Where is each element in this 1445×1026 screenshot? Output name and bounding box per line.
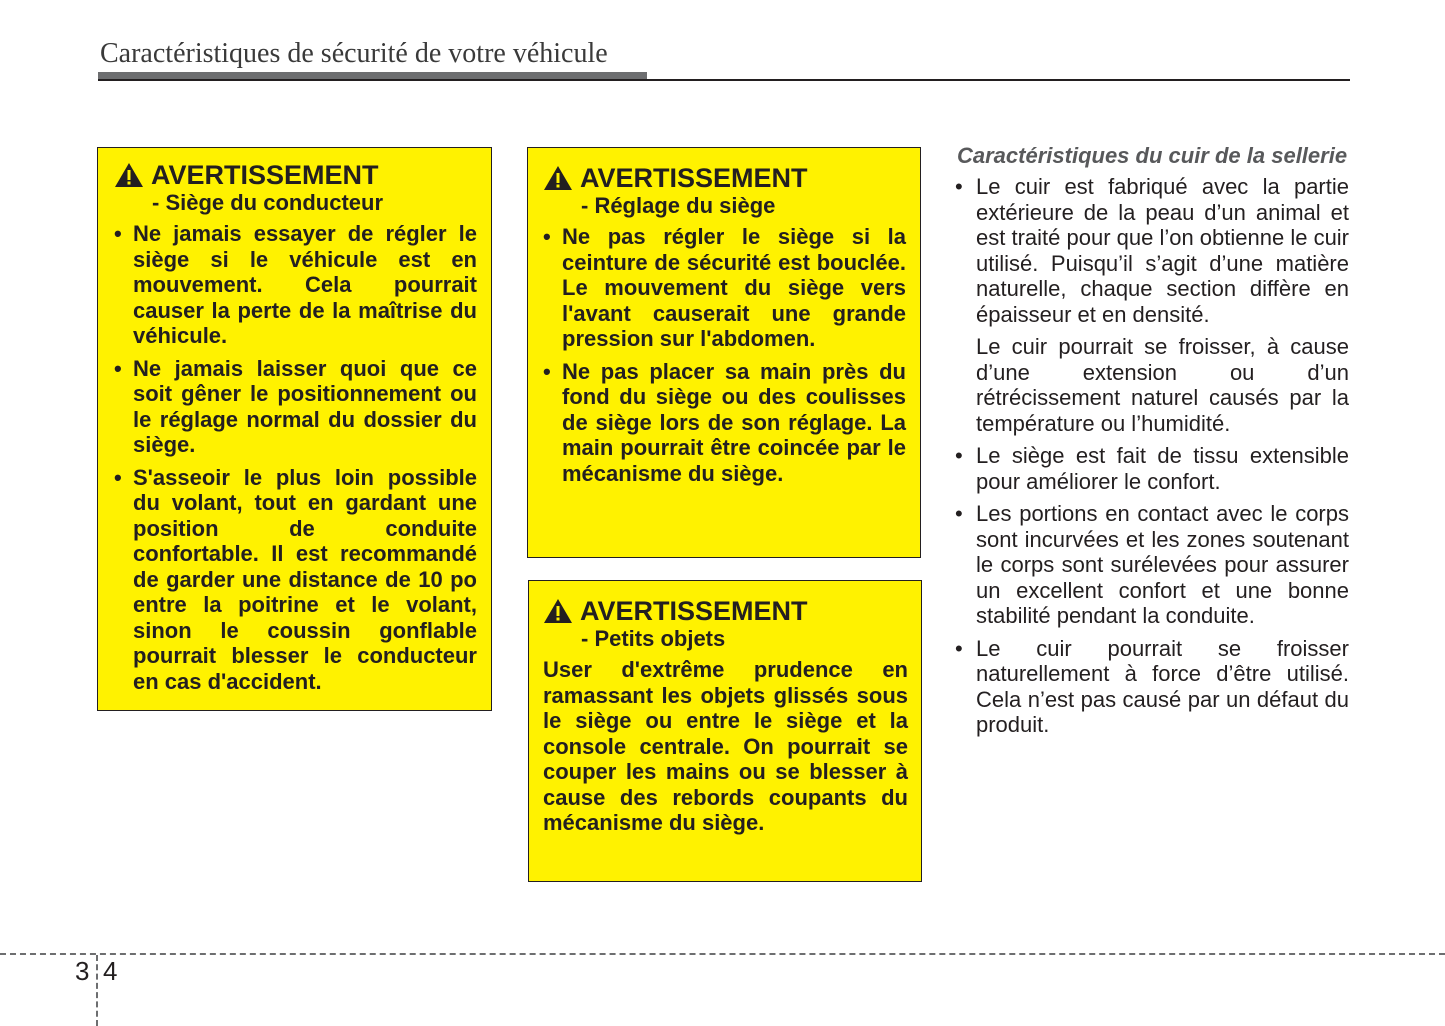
warning-header (114, 160, 477, 190)
warning-item: • Ne jamais laisser quoi que ce soit gêner le positionnement ou le réglage normal du dossier du siège. (114, 356, 477, 458)
warning-subtitle: - Réglage du siège (581, 193, 776, 218)
page-header-title: Caractéristiques de sécurité de votre véhicule (100, 38, 608, 69)
leather-item-text: Le cuir est fabriqué avec la partie extérieure de la peau d’un animal et est traité pour que l’on obtienne le cuir utilisé. Puisqu’il s’agit d’une matière naturelle, chaque section diffère en épaisseur et en densité. (976, 174, 1350, 327)
warning-list (114, 221, 477, 694)
warning-triangle-icon (543, 598, 573, 624)
footer-divider (0, 953, 1445, 955)
leather-list (955, 174, 1349, 738)
leather-item: • Le siège est fait de tissu extensible pour améliorer le confort. (955, 443, 1349, 494)
warning-subtitle: - Siège du conducteur (152, 190, 384, 215)
warning-triangle-icon (543, 165, 573, 191)
section-number: 3 (75, 956, 90, 986)
warning-list (543, 224, 906, 486)
warning-item: • Ne pas régler le siège si la ceinture de sécurité est bouclée. Le mouvement du siège vers l'avant causerait une grande pression sur l'abdomen. (543, 224, 906, 352)
page-number: 4 (103, 956, 118, 986)
leather-item: • Le cuir pourrait se froisser naturellement à force d’être utilisé. Cela n’est pas causé par un défaut du produit. (955, 636, 1349, 738)
warning-box-driver-seat (97, 147, 492, 711)
leather-section (955, 142, 1349, 745)
warning-item: • S'asseoir le plus loin possible du volant, tout en gardant une position de conduite confortable. Il est recommandé de garder une distance de 10 po entre la poitrine et le volant, sinon le coussin gonflable pourrait blesser le conducteur en cas d'accident. (114, 465, 477, 695)
warning-subtitle: - Petits objets (581, 626, 726, 651)
leather-item: • Les portions en contact avec le corps sont incurvées et les zones soutenant le corps sont surélevées pour assurer un excellent confort et une bonne stabilité pendant la conduite. (955, 501, 1349, 629)
leather-item (955, 174, 1349, 436)
warning-header (543, 596, 908, 626)
warning-item: • Ne pas placer sa main près du fond du siège ou des coulisses de siège lors de son réglage. La main pourrait être coincée par le mécanisme du siège. (543, 359, 906, 487)
warning-header (543, 163, 906, 193)
warning-box-small-objects (528, 580, 922, 882)
warning-item: • Ne jamais essayer de régler le siège si le véhicule est en mouvement. Cela pourrait causer la perte de la maîtrise du véhicule. (114, 221, 477, 349)
warning-title: AVERTISSEMENT (151, 160, 379, 190)
leather-item-text: Le cuir pourrait se froisser, à cause d’une extension ou d’un rétrécissement naturel causés par la température ou l’humidité. (976, 334, 1349, 436)
warning-title: AVERTISSEMENT (580, 163, 808, 193)
footer-vertical-divider (96, 955, 98, 1026)
warning-box-seat-adjustment (527, 147, 921, 558)
header-rule (98, 79, 1350, 81)
warning-text: User d'extrême prudence en ramassant les objets glissés sous le siège ou entre le siège et la console centrale. On pourrait se couper les mains ou se blesser à cause des rebords coupants du mécanisme du siège. (543, 657, 908, 835)
leather-heading: Caractéristiques du cuir de la sellerie (957, 143, 1348, 168)
warning-title: AVERTISSEMENT (580, 596, 808, 626)
warning-triangle-icon (114, 162, 144, 188)
